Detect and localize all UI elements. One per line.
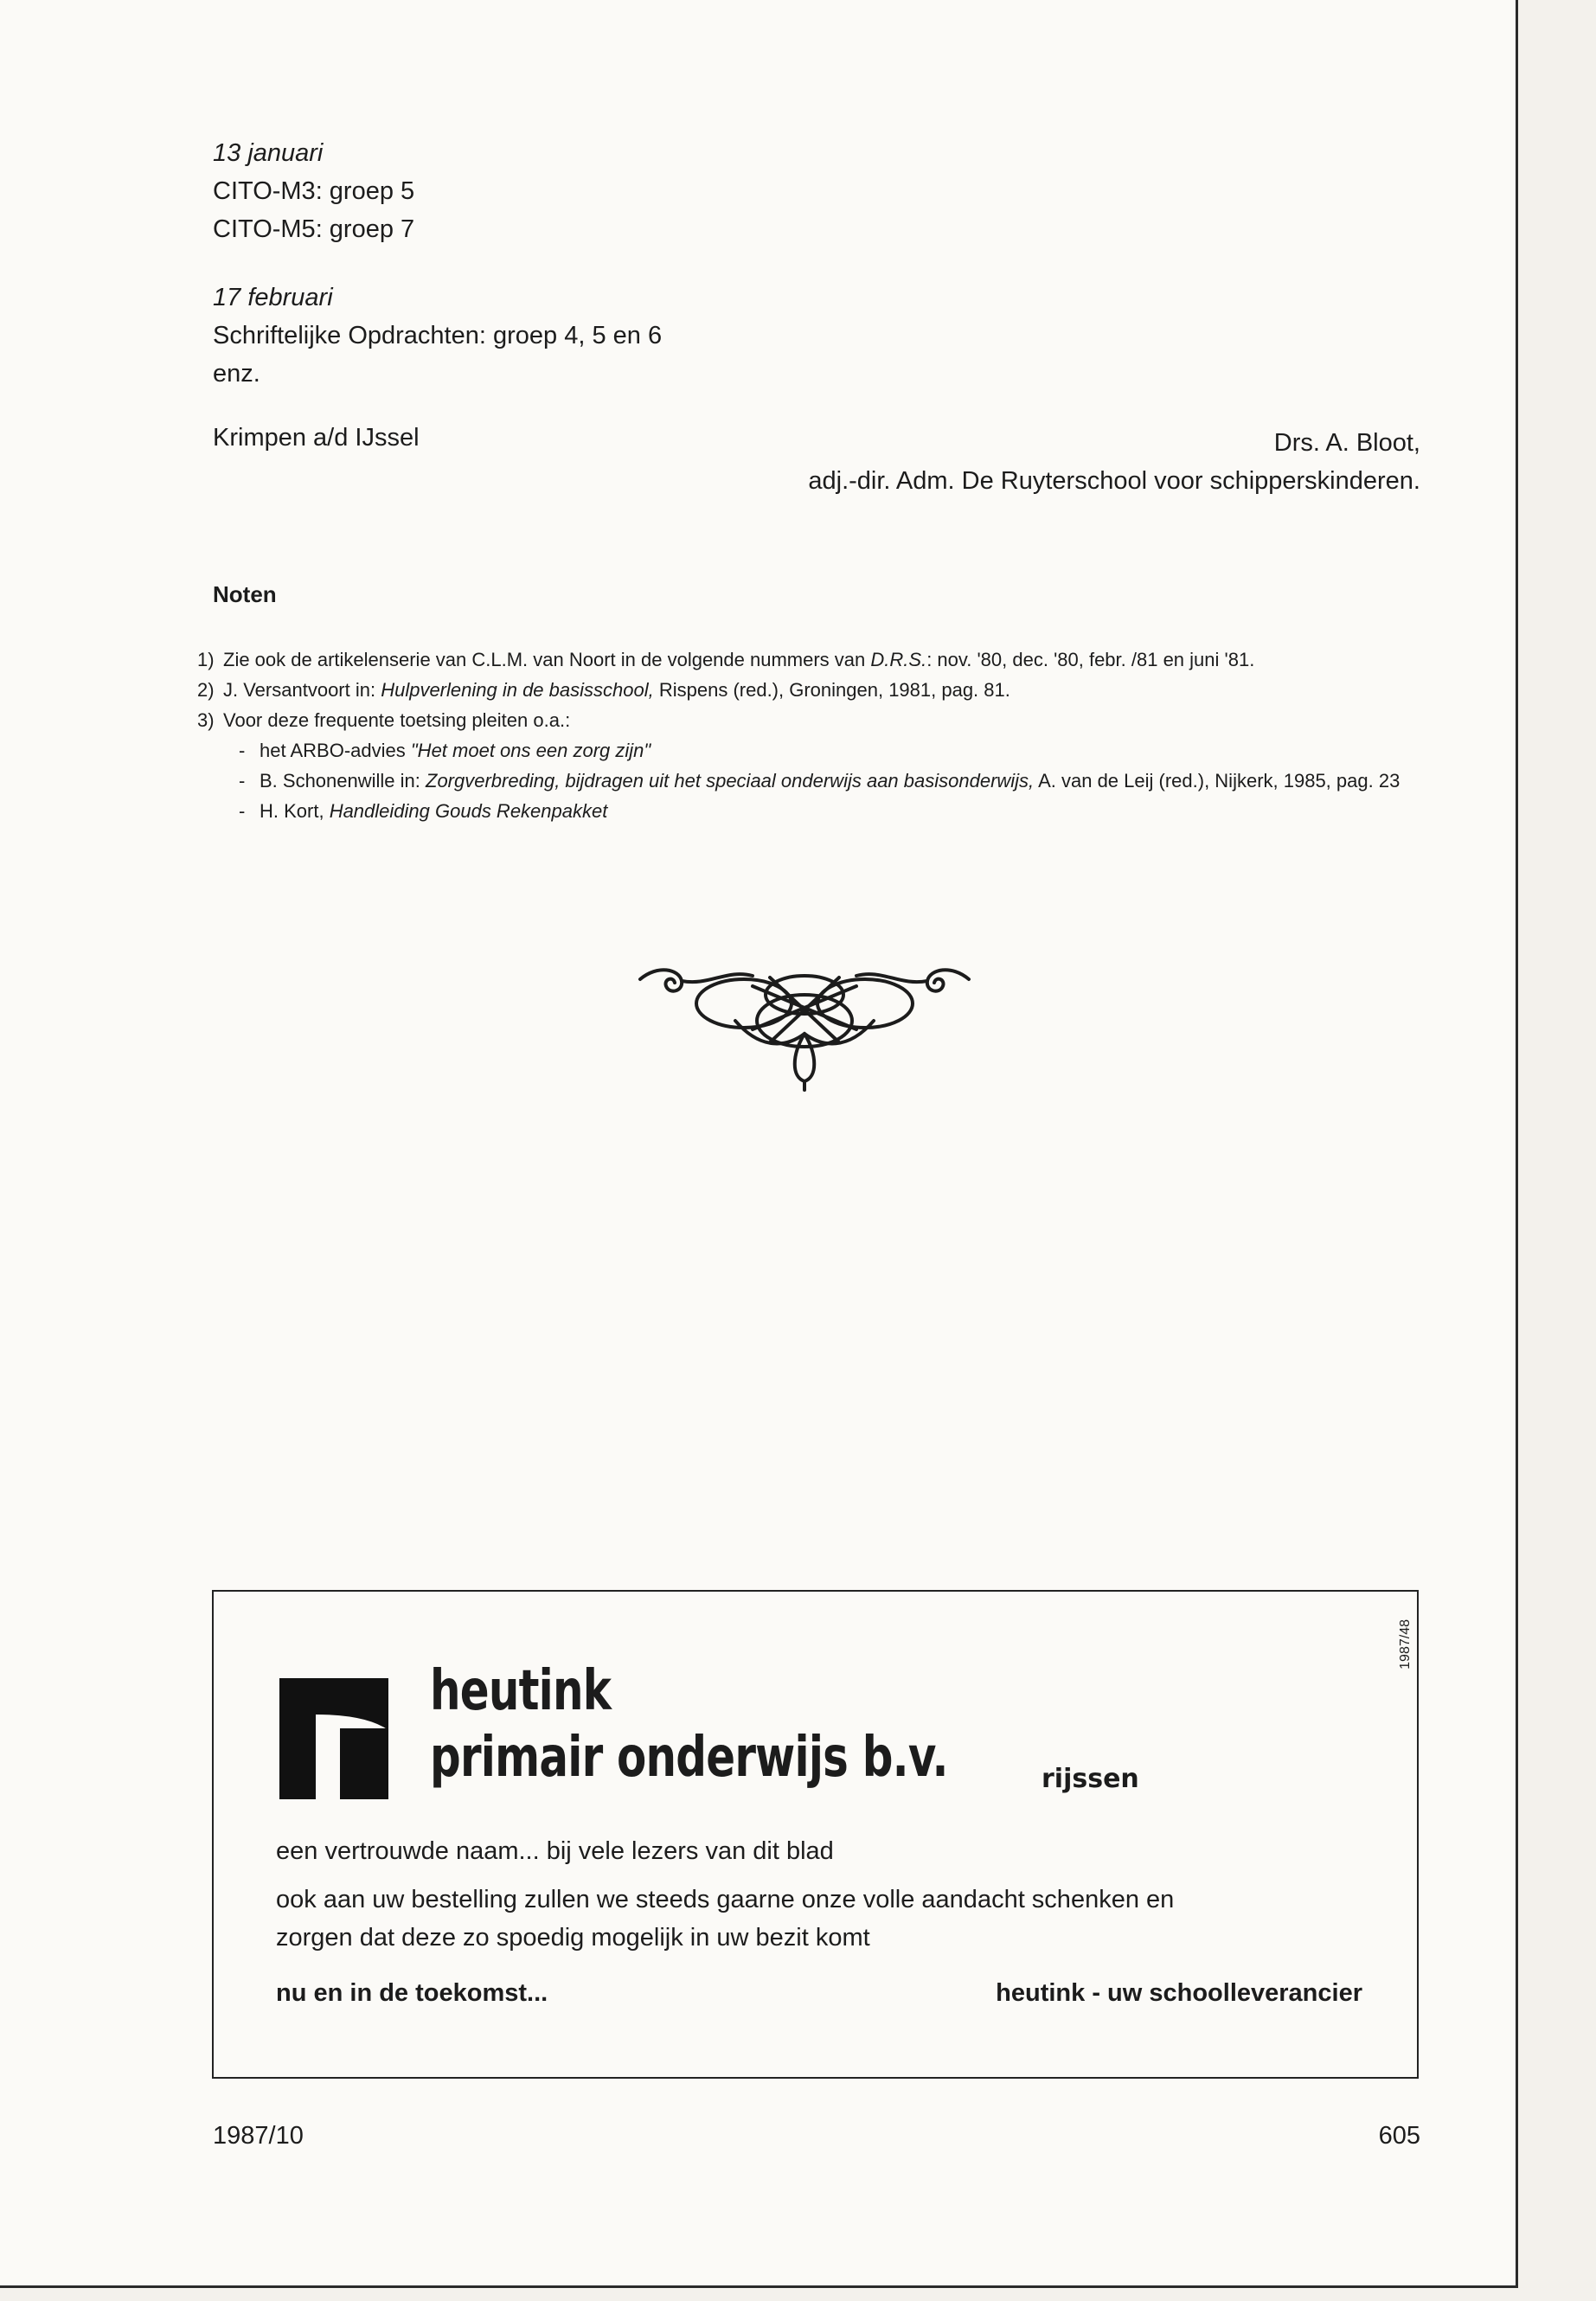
- note-number: 2): [197, 679, 215, 701]
- heutink-logo-icon: [279, 1678, 388, 1799]
- issue-number: 1987/10: [213, 2122, 304, 2150]
- schedule-entry-2: [213, 279, 1424, 393]
- schedule-date: 13 januari: [213, 139, 324, 167]
- signature-role: adj.-dir. Adm. De Ruyterschool voor schipperskinderen.: [808, 467, 1420, 495]
- note-text: J. Versantvoort in: Hulpverlening in de basisschool, Rispens (red.), Groningen, 1981, pag. 81.: [223, 679, 1010, 701]
- ad-code: 1987/48: [1398, 1619, 1413, 1670]
- notes-list: [197, 644, 1426, 826]
- schedule-line: enz.: [213, 360, 260, 388]
- signature-block: [808, 424, 1420, 500]
- ad-body-line: ook aan uw bestelling zullen we steeds gaarne onze volle aandacht schenken en: [276, 1886, 1175, 1913]
- schedule-line: Schriftelijke Opdrachten: groep 4, 5 en 6: [213, 322, 663, 349]
- schedule-line: CITO-M3: groep 5: [213, 177, 415, 205]
- ornament-divider: [631, 960, 977, 1099]
- advertisement: [212, 1590, 1419, 2079]
- ad-footer: [276, 1979, 1362, 2008]
- note-3: [197, 705, 1426, 735]
- note-3-item: - het ARBO-advies "Het moet ons een zorg zijn": [239, 740, 651, 761]
- note-text: Zie ook de artikelenserie van C.L.M. van Noort in de volgende nummers van D.R.S.: nov. '80, dec. '80, febr. /81 en juni '81.: [223, 649, 1255, 670]
- note-1: [197, 644, 1426, 675]
- ad-footer-right: heutink - uw schoolleverancier: [996, 1979, 1362, 2007]
- schedule-date: 17 februari: [213, 284, 333, 311]
- note-3-item: - B. Schonenwille in: Zorgverbreding, bijdragen uit het speciaal onderwijs aan basisonderwijs, A. van de Leij (red.), Nijkerk, 1985, pag. 23: [239, 770, 1401, 792]
- notes-heading: Noten: [213, 581, 277, 607]
- signature-place: Krimpen a/d IJssel: [213, 424, 420, 452]
- note-text: Voor deze frequente toetsing pleiten o.a.:: [223, 709, 571, 731]
- note-number: 1): [197, 649, 215, 670]
- ad-tagline: een vertrouwde naam... bij vele lezers van dit blad: [276, 1837, 834, 1865]
- brand-town: rijssen: [1042, 1764, 1139, 1794]
- note-3-item: - H. Kort, Handleiding Gouds Rekenpakket: [239, 800, 608, 822]
- signature-name: Drs. A. Bloot,: [1273, 429, 1420, 457]
- note-2: [197, 675, 1426, 705]
- note-number: 3): [197, 709, 215, 731]
- schedule-entry-1: [213, 134, 1424, 248]
- ad-body-line: zorgen dat deze zo spoedig mogelijk in uw bezit komt: [276, 1924, 870, 1952]
- page-number: 605: [1378, 2122, 1420, 2150]
- brand-subtitle: primair onderwijs b.v.: [430, 1726, 948, 1790]
- ad-footer-left: nu en in de toekomst...: [276, 1979, 548, 2007]
- brand-name: heutink: [430, 1659, 612, 1723]
- schedule-line: CITO-M5: groep 7: [213, 215, 415, 243]
